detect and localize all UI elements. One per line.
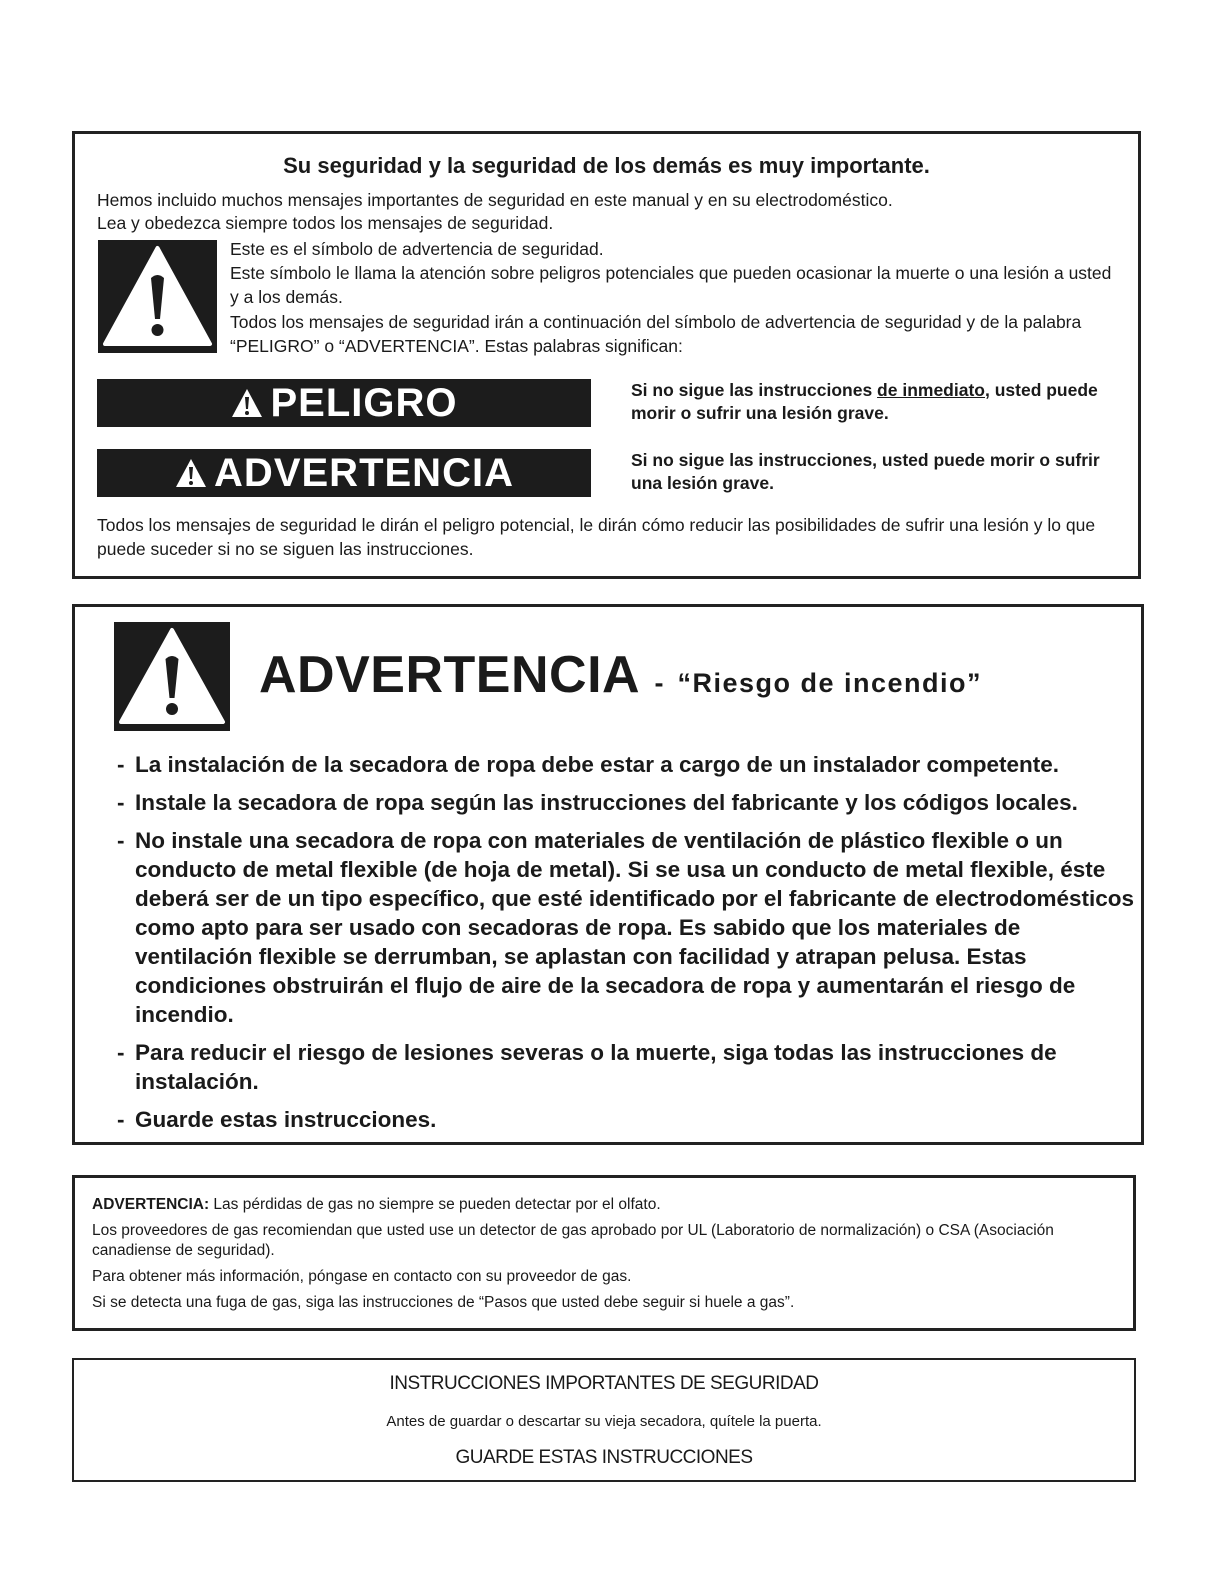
alert-triangle-icon [230, 387, 264, 419]
list-item [117, 826, 1137, 1029]
alert-triangle-icon [174, 457, 208, 489]
save-instructions-footer: GUARDE ESTAS INSTRUCCIONES [455, 1447, 753, 1468]
gas-warning-line: Para obtener más información, póngase en contacto con su proveedor de gas. [92, 1268, 632, 1285]
heading-separator: - [654, 668, 666, 698]
advertencia-description: Si no sigue las instrucciones, usted puede morir o sufrir una lesión grave. [631, 450, 1100, 493]
important-instructions-box [72, 1358, 1136, 1482]
safety-intro-text [97, 189, 893, 235]
peligro-description [631, 379, 1111, 425]
list-bullet: - [117, 1040, 125, 1065]
peligro-signal-word [97, 379, 591, 427]
intro-line: Hemos incluido muchos mensajes importantes de seguridad en este manual y en su electrodoméstico. [97, 190, 893, 210]
fire-warning-heading [259, 645, 982, 705]
fire-warning-list [117, 750, 1137, 1143]
list-item [117, 1105, 1137, 1134]
safety-symbol-explanation [230, 237, 1120, 358]
safety-alert-icon [114, 622, 230, 731]
advertencia-heading: ADVERTENCIA [259, 646, 641, 704]
list-item-text: Instale la secadora de ropa según las instrucciones del fabricante y los códigos locales. [135, 790, 1078, 815]
gas-warning-line: Las pérdidas de gas no siempre se pueden detectar por el olfato. [209, 1196, 661, 1213]
desc-text: Si no sigue las instrucciones [631, 380, 878, 400]
list-bullet: - [117, 790, 125, 815]
intro-line: Lea y obedezca siempre todos los mensajes de seguridad. [97, 213, 554, 233]
safety-intro-title: Su seguridad y la seguridad de los demás es muy importante. [283, 153, 930, 178]
desc-text: , usted puede morir o sufrir una lesión grave. [631, 380, 1098, 423]
list-item [117, 788, 1137, 817]
fire-warning-box [72, 604, 1144, 1145]
gas-warning-label: ADVERTENCIA: [92, 1196, 210, 1213]
gas-warning-first-line [92, 1195, 1112, 1215]
gas-warning-text [92, 1195, 1112, 1319]
safety-intro-box [72, 131, 1141, 579]
advertencia-signal-word [97, 449, 591, 497]
symbol-line: Este es el símbolo de advertencia de seguridad. [230, 239, 604, 259]
desc-underlined-text: de inmediato [877, 380, 985, 400]
symbol-line: Este símbolo le llama la atención sobre peligros potenciales que pueden ocasionar la muerte o una lesión a usted y a los demás. [230, 263, 1112, 308]
important-instructions-title: INSTRUCCIONES IMPORTANTES DE SEGURIDAD [389, 1373, 819, 1394]
list-item [117, 750, 1137, 779]
list-bullet: - [117, 752, 125, 777]
list-item [117, 1038, 1137, 1096]
advertencia-label: ADVERTENCIA [214, 450, 514, 495]
list-item-text: Para reducir el riesgo de lesiones severas o la muerte, siga todas las instrucciones de instalación. [135, 1040, 1057, 1094]
safety-intro-footer: Todos los mensajes de seguridad le dirán el peligro potencial, le dirán cómo reducir las posibilidades de sufrir una lesión y lo que puede suceder si no se siguen las instrucciones. [97, 515, 1096, 559]
list-item-text: No instale una secadora de ropa con materiales de ventilación de plástico flexible o un conducto de metal flexible (de hoja de metal). Si se usa un conducto de metal flexible, éste deberá ser de un tipo específico, que esté identificado por el fabricante de electrodomésticos como apto para ser usado con secadoras de ropa. Es sabido que los materiales de ventilación flexible se derrumban, se aplastan con facilidad y atrapan pelusa. Estas condiciones obstruirán el flujo de aire de la secadora de ropa y aumentarán el riesgo de incendio. [135, 828, 1135, 1027]
symbol-line: Todos los mensajes de seguridad irán a continuación del símbolo de advertencia de seguridad y de la palabra “PELIGRO” o “ADVERTENCIA”. Estas palabras significan: [230, 311, 1082, 356]
gas-warning-line: Los proveedores de gas recomiendan que usted use un detector de gas aprobado por UL (Laboratorio de normalización) o CSA (Asociación canadiense de seguridad). [92, 1222, 1054, 1259]
list-item-text: La instalación de la secadora de ropa debe estar a cargo de un instalador competente. [135, 752, 1060, 777]
gas-warning-line: Si se detecta una fuga de gas, siga las instrucciones de “Pasos que usted debe seguir si huele a gas”. [92, 1294, 795, 1311]
important-instructions-text: Antes de guardar o descartar su vieja secadora, quítele la puerta. [386, 1413, 822, 1430]
gas-warning-box [72, 1175, 1136, 1331]
peligro-label: PELIGRO [270, 380, 458, 425]
list-bullet: - [117, 1107, 125, 1132]
safety-alert-icon [98, 240, 217, 353]
riesgo-incendio-subheading: “Riesgo de incendio” [677, 668, 983, 698]
list-item-text: Guarde estas instrucciones. [135, 1107, 437, 1132]
list-bullet: - [117, 828, 125, 853]
